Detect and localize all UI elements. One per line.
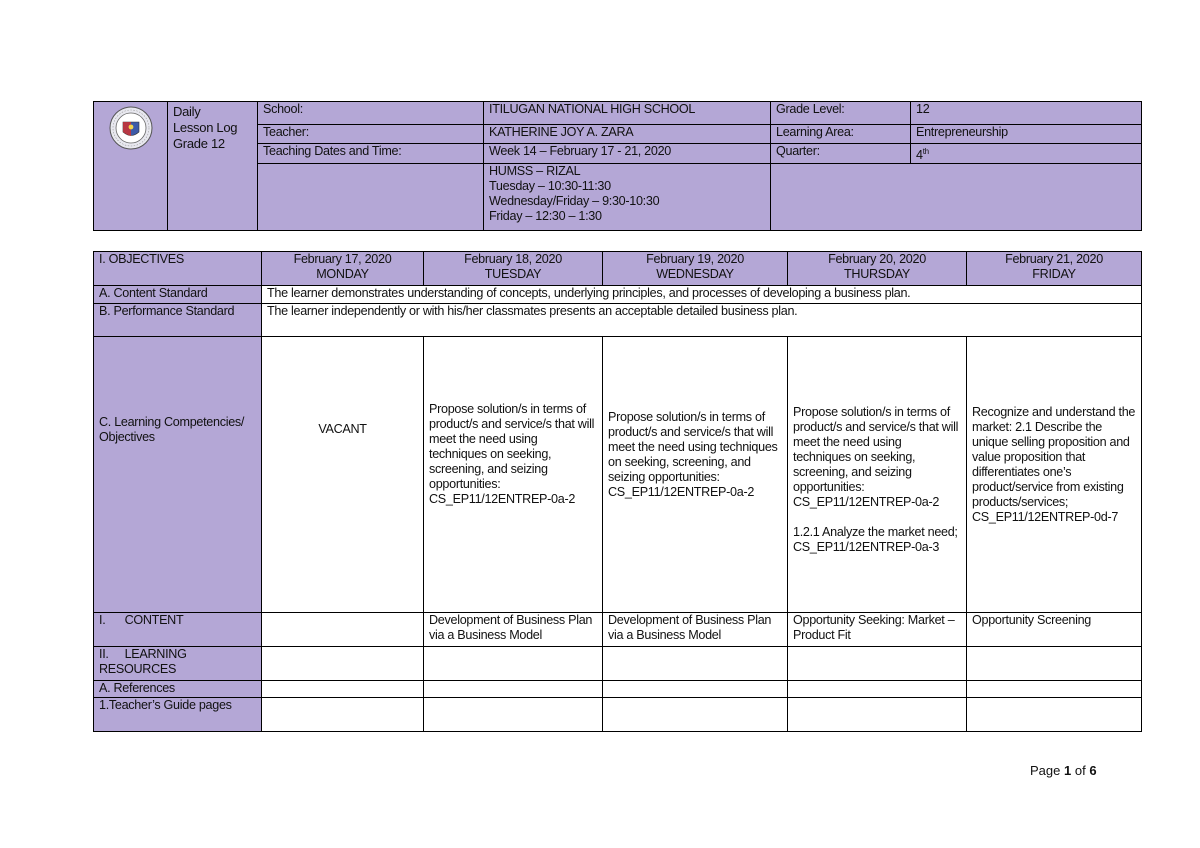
content-standard-text: The learner demonstrates understanding of concepts, underlying principles, and processes of developing a business plan. xyxy=(262,286,1142,304)
day-name: TUESDAY xyxy=(484,267,542,281)
day-header-thursday xyxy=(788,252,967,286)
grade-value: 12 xyxy=(911,102,1142,125)
competency-tuesday: Propose solution/s in terms of product/s and service/s that will meet the need using techniques on seeking, screening, and seizing opportunities: CS_EP11/12ENTREP-0a-2 xyxy=(424,337,603,613)
references-label: A. References xyxy=(94,681,262,698)
competency-wednesday: Propose solution/s in terms of product/s and service/s that will meet the need using techniques on seeking, screening, and seizing opportunities: CS_EP11/12ENTREP-0a-2 xyxy=(603,337,788,613)
title-line: Grade 12 xyxy=(173,136,225,151)
quarter-label: Quarter: xyxy=(771,144,911,164)
quarter-value xyxy=(911,144,1142,164)
area-value: Entrepreneurship xyxy=(911,125,1142,144)
competency-thursday-a: Propose solution/s in terms of product/s and service/s that will meet the need using techniques on seeking, screening, and seizing opportunities: CS_EP11/12ENTREP-0a-2 xyxy=(793,405,959,509)
day-header-friday xyxy=(967,252,1142,286)
objectives-label: I. OBJECTIVES xyxy=(94,252,262,286)
area-label: Learning Area: xyxy=(771,125,911,144)
school-value: ITILUGAN NATIONAL HIGH SCHOOL xyxy=(484,102,771,125)
seal-cell-cont xyxy=(94,164,168,231)
quarter-suffix: th xyxy=(922,147,929,156)
performance-standard-text: The learner independently or with his/her classmates presents an acceptable detailed business plan. xyxy=(262,304,1142,337)
schedule-line: Wednesday/Friday – 9:30-10:30 xyxy=(489,194,660,209)
empty-cell xyxy=(967,681,1142,698)
day-name: WEDNESDAY xyxy=(656,267,734,281)
page-total: 6 xyxy=(1089,763,1097,778)
resources-label: II. LEARNING RESOURCES xyxy=(94,647,262,681)
competency-monday: VACANT xyxy=(262,337,424,613)
day-name: MONDAY xyxy=(316,267,369,281)
grade-label: Grade Level: xyxy=(771,102,911,125)
schedule-line: HUMSS – RIZAL xyxy=(489,164,581,179)
page-number xyxy=(1030,763,1097,778)
empty-cell xyxy=(262,681,424,698)
title-line: Lesson Log xyxy=(173,120,238,135)
content-wednesday: Development of Business Plan via a Business Model xyxy=(603,613,788,647)
day-date: February 21, 2020 xyxy=(1005,252,1103,266)
day-header-tuesday xyxy=(424,252,603,286)
teacher-value: KATHERINE JOY A. ZARA xyxy=(484,125,771,144)
content-friday: Opportunity Screening xyxy=(967,613,1142,647)
title-cell-cont xyxy=(168,164,258,231)
dates-label: Teaching Dates and Time: xyxy=(258,144,484,164)
day-date: February 19, 2020 xyxy=(646,252,744,266)
empty-cell xyxy=(603,647,788,681)
schedule-line: Friday – 12:30 – 1:30 xyxy=(489,209,602,224)
day-date: February 18, 2020 xyxy=(464,252,562,266)
empty-cell xyxy=(262,698,424,732)
day-header-wednesday xyxy=(603,252,788,286)
empty-cell xyxy=(262,647,424,681)
page-of: of xyxy=(1074,763,1086,778)
content-label: I. CONTENT xyxy=(94,613,262,647)
content-thursday: Opportunity Seeking: Market – Product Fit xyxy=(788,613,967,647)
competency-friday: Recognize and understand the market: 2.1 Describe the unique selling proposition and value proposition that differentiates one’s product/service from existing products/services; CS_EP11/12ENTREP-0d-7 xyxy=(967,337,1142,613)
blank-cell xyxy=(258,164,484,231)
empty-cell xyxy=(603,698,788,732)
competency-thursday xyxy=(788,337,967,613)
title-line: Daily xyxy=(173,104,201,119)
day-date: February 20, 2020 xyxy=(828,252,926,266)
page-current: 1 xyxy=(1064,763,1072,778)
title-cell xyxy=(168,102,258,164)
teacher-label: Teacher: xyxy=(258,125,484,144)
empty-cell xyxy=(788,647,967,681)
competency-thursday-b: 1.2.1 Analyze the market need; CS_EP11/12ENTREP-0a-3 xyxy=(793,525,958,554)
empty-cell xyxy=(424,647,603,681)
teachers-guide-label: 1.Teacher’s Guide pages xyxy=(94,698,262,732)
day-name: THURSDAY xyxy=(844,267,910,281)
header-table xyxy=(93,101,1142,231)
deped-seal-icon xyxy=(109,106,153,150)
empty-cell xyxy=(788,681,967,698)
content-standard-label: A. Content Standard xyxy=(94,286,262,304)
school-label: School: xyxy=(258,102,484,125)
empty-cell xyxy=(424,698,603,732)
dates-value: Week 14 – February 17 - 21, 2020 xyxy=(484,144,771,164)
quarter-number: 4 xyxy=(916,148,923,163)
performance-standard-label: B. Performance Standard xyxy=(94,304,262,337)
content-tuesday: Development of Business Plan via a Business Model xyxy=(424,613,603,647)
schedule-cell xyxy=(484,164,771,231)
competencies-label: C. Learning Competencies/ Objectives xyxy=(94,337,262,613)
day-header-monday xyxy=(262,252,424,286)
empty-cell xyxy=(967,647,1142,681)
content-monday xyxy=(262,613,424,647)
lesson-table xyxy=(93,251,1142,732)
blank-cell xyxy=(771,164,1142,231)
empty-cell xyxy=(603,681,788,698)
empty-cell xyxy=(424,681,603,698)
day-name: FRIDAY xyxy=(1032,267,1076,281)
day-date: February 17, 2020 xyxy=(293,252,392,266)
empty-cell xyxy=(788,698,967,732)
schedule-line: Tuesday – 10:30-11:30 xyxy=(489,179,611,194)
page-prefix: Page xyxy=(1030,763,1061,778)
seal-cell xyxy=(94,102,168,164)
empty-cell xyxy=(967,698,1142,732)
